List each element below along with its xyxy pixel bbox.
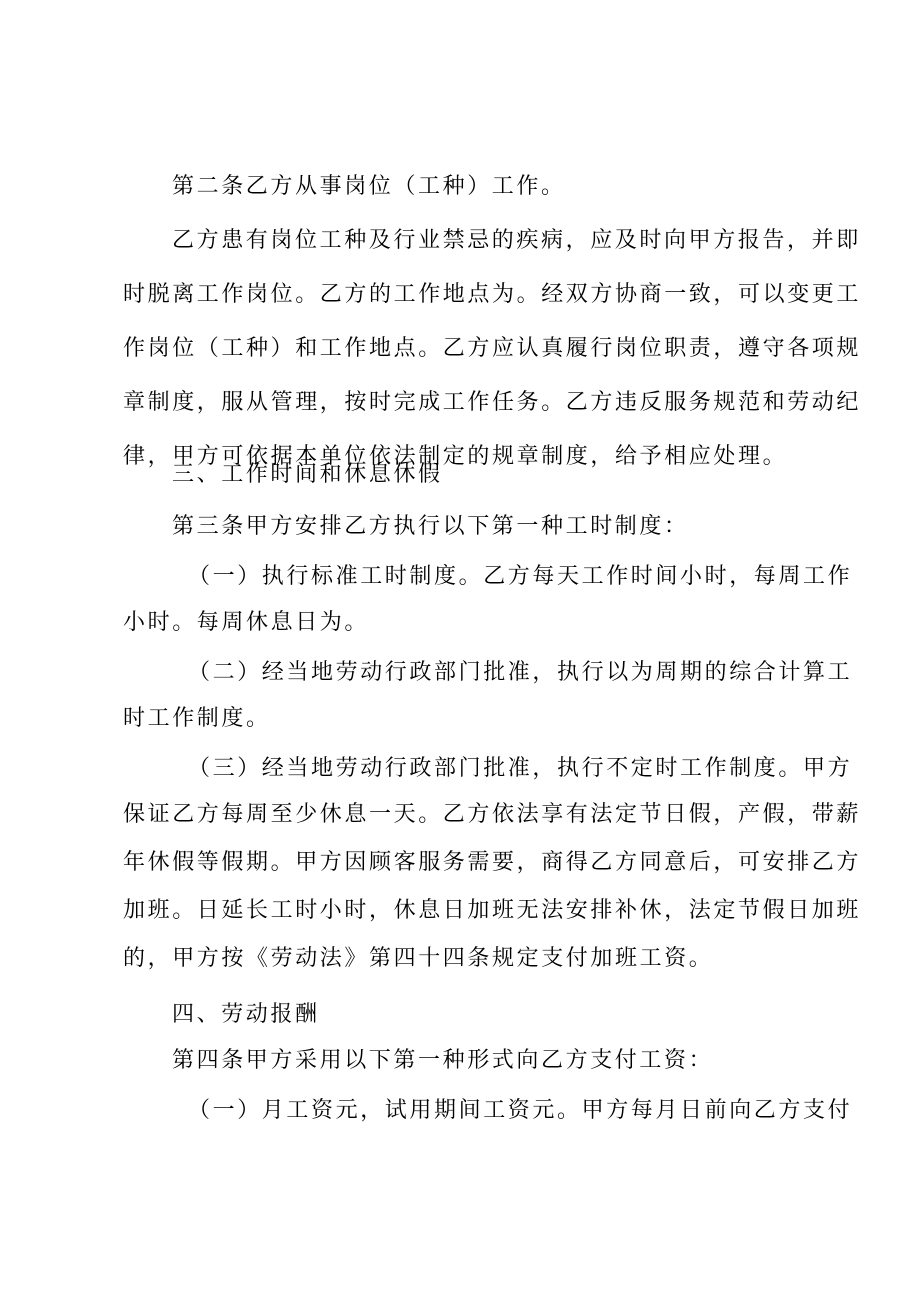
text-line: 年休假等假期。甲方因顾客服务需要，商得乙方同意后，可安排乙方 bbox=[123, 850, 862, 875]
text-line: 时脱离工作岗位。乙方的工作地点为。经双方协商一致，可以变更工 bbox=[123, 282, 862, 307]
text-line: 小时。每周休息日为。 bbox=[123, 610, 370, 635]
text-line: （二）经当地劳动行政部门批准，执行以为周期的综合计算工 bbox=[188, 660, 853, 685]
section-heading: 四、劳动报酬 bbox=[172, 1002, 320, 1027]
text-line: 保证乙方每周至少休息一天。乙方依法享有法定节日假，产假，带薪 bbox=[123, 802, 862, 827]
text-line: 律，甲方可依据本单位依法制定的规章制度，给予相应处理。 bbox=[123, 444, 788, 469]
text-line: 第三条甲方安排乙方执行以下第一种工时制度： bbox=[172, 514, 689, 539]
text-line: 章制度，服从管理，按时完成工作任务。乙方违反服务规范和劳动纪 bbox=[123, 390, 862, 415]
text-line: 作岗位（工种）和工作地点。乙方应认真履行岗位职责，遵守各项规 bbox=[123, 336, 862, 361]
text-line: 第二条乙方从事岗位（工种）工作。 bbox=[172, 174, 566, 199]
text-line: 的，甲方按《劳动法》第四十四条规定支付加班工资。 bbox=[123, 946, 714, 971]
section-heading: 三、工作时间和休息休假 bbox=[172, 462, 443, 487]
text-line: （一）执行标准工时制度。乙方每天工作时间小时，每周工作 bbox=[188, 564, 853, 589]
text-line: 乙方患有岗位工种及行业禁忌的疾病，应及时向甲方报告，并即 bbox=[172, 228, 861, 253]
text-line: 加班。日延长工时小时，休息日加班无法安排补休，法定节假日加班 bbox=[123, 898, 862, 923]
text-line: （一）月工资元，试用期间工资元。甲方每月日前向乙方支付 bbox=[188, 1098, 853, 1123]
text-line: 时工作制度。 bbox=[123, 706, 271, 731]
text-line: （三）经当地劳动行政部门批准，执行不定时工作制度。甲方 bbox=[188, 756, 853, 781]
text-line: 第四条甲方采用以下第一种形式向乙方支付工资： bbox=[172, 1048, 714, 1073]
